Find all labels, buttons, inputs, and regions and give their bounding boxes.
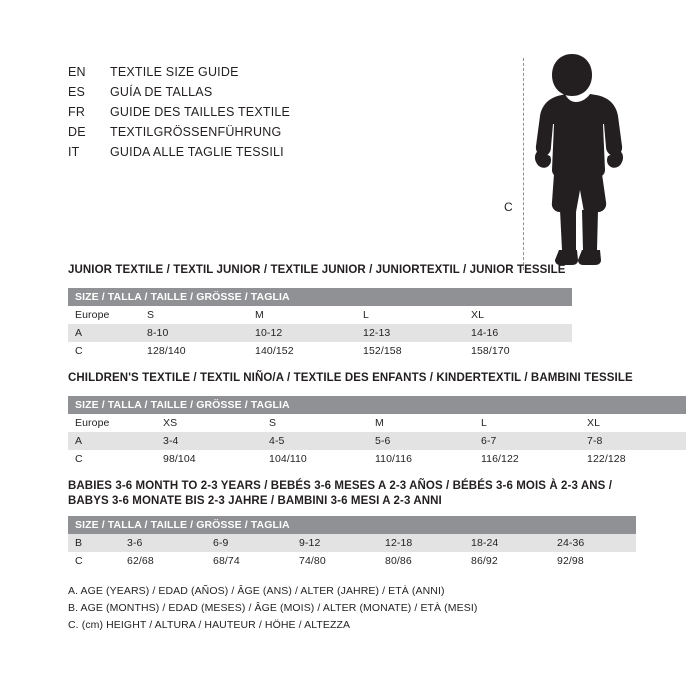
band-label: SIZE / TALLA / TAILLE / GRÖSSE / TAGLIA (68, 396, 686, 414)
language-row (68, 142, 448, 162)
row-label: A (68, 432, 156, 450)
height-indicator-label: C (504, 200, 513, 214)
cell: XL (464, 306, 572, 324)
language-text-es: GUÍA DE TALLAS (110, 85, 213, 99)
junior-size-table (68, 288, 572, 360)
language-code-it: IT (68, 145, 80, 159)
language-row (68, 62, 448, 82)
row-label: A (68, 324, 140, 342)
row-label: C (68, 552, 120, 570)
cell: S (262, 414, 368, 432)
band-label: SIZE / TALLA / TAILLE / GRÖSSE / TAGLIA (68, 516, 636, 534)
language-text-de: TEXTILGRÖSSENFÜHRUNG (110, 125, 282, 139)
cell: 80/86 (378, 552, 464, 570)
section-title-children: CHILDREN'S TEXTILE / TEXTIL NIÑO/A / TEXTILE DES ENFANTS / KINDERTEXTIL / BAMBINI TESSILE (68, 372, 633, 384)
row-label: C (68, 342, 140, 360)
band-label: SIZE / TALLA / TAILLE / GRÖSSE / TAGLIA (68, 288, 572, 306)
cell: XL (580, 414, 686, 432)
legend-line-b: B. AGE (MONTHS) / EDAD (MESES) / ÂGE (MOIS) / ALTER (MONATE) / ETÀ (MESI) (68, 602, 478, 614)
language-code-es: ES (68, 85, 86, 99)
legend (68, 583, 588, 634)
cell: 6-7 (474, 432, 580, 450)
cell: XS (156, 414, 262, 432)
language-code-de: DE (68, 125, 86, 139)
cell: M (248, 306, 356, 324)
cell: 122/128 (580, 450, 686, 468)
legend-line-c: C. (cm) HEIGHT / ALTURA / HAUTEUR / HÖHE / ALTEZZA (68, 619, 351, 631)
cell: 3-6 (120, 534, 206, 552)
cell: 68/74 (206, 552, 292, 570)
figure-area (490, 40, 670, 270)
cell: 92/98 (550, 552, 636, 570)
table-row (68, 552, 636, 570)
language-text-fr: GUIDE DES TAILLES TEXTILE (110, 105, 291, 119)
cell: 14-16 (464, 324, 572, 342)
row-label: Europe (68, 414, 156, 432)
cell: 128/140 (140, 342, 248, 360)
section-title-babies (68, 479, 612, 509)
cell: 7-8 (580, 432, 686, 450)
table-row (68, 534, 636, 552)
table-row (68, 450, 686, 468)
child-silhouette-icon (532, 50, 642, 270)
language-code-en: EN (68, 65, 86, 79)
language-text-it: GUIDA ALLE TAGLIE TESSILI (110, 145, 284, 159)
cell: 74/80 (292, 552, 378, 570)
cell: 9-12 (292, 534, 378, 552)
table-row (68, 432, 686, 450)
cell: 12-13 (356, 324, 464, 342)
height-dashed-line (523, 58, 524, 270)
cell: 116/122 (474, 450, 580, 468)
cell: 8-10 (140, 324, 248, 342)
cell: 140/152 (248, 342, 356, 360)
cell: 12-18 (378, 534, 464, 552)
cell: 6-9 (206, 534, 292, 552)
language-row (68, 122, 448, 142)
section-title-babies-line2: BABYS 3-6 MONATE BIS 2-3 JAHRE / BAMBINI 3-6 MESI A 2-3 ANNI (68, 495, 442, 507)
cell: 104/110 (262, 450, 368, 468)
cell: 62/68 (120, 552, 206, 570)
cell: 86/92 (464, 552, 550, 570)
row-label: B (68, 534, 120, 552)
legend-line-a: A. AGE (YEARS) / EDAD (AÑOS) / ÂGE (ANS) / ALTER (JAHRE) / ETÀ (ANNI) (68, 585, 445, 597)
language-text-en: TEXTILE SIZE GUIDE (110, 65, 239, 79)
cell: 24-36 (550, 534, 636, 552)
cell: 3-4 (156, 432, 262, 450)
table-row (68, 324, 572, 342)
language-code-fr: FR (68, 105, 86, 119)
table-row (68, 306, 572, 324)
cell: 98/104 (156, 450, 262, 468)
babies-size-table (68, 516, 636, 570)
cell: 4-5 (262, 432, 368, 450)
row-label: Europe (68, 306, 140, 324)
table-band-row (68, 396, 686, 414)
cell: 18-24 (464, 534, 550, 552)
row-label: C (68, 450, 156, 468)
language-header (68, 62, 448, 162)
table-row (68, 414, 686, 432)
language-row (68, 102, 448, 122)
cell: 110/116 (368, 450, 474, 468)
language-row (68, 82, 448, 102)
cell: 5-6 (368, 432, 474, 450)
table-row (68, 342, 572, 360)
cell: 10-12 (248, 324, 356, 342)
table-band-row (68, 516, 636, 534)
table-band-row (68, 288, 572, 306)
cell: 158/170 (464, 342, 572, 360)
cell: L (474, 414, 580, 432)
section-title-babies-line1: BABIES 3-6 MONTH TO 2-3 YEARS / BEBÉS 3-6 MESES A 2-3 AÑOS / BÉBÉS 3-6 MOIS À 2-3 ANS / (68, 480, 612, 492)
section-title-junior: JUNIOR TEXTILE / TEXTIL JUNIOR / TEXTILE JUNIOR / JUNIORTEXTIL / JUNIOR TESSILE (68, 264, 566, 276)
children-size-table (68, 396, 686, 468)
cell: 152/158 (356, 342, 464, 360)
cell: L (356, 306, 464, 324)
cell: S (140, 306, 248, 324)
cell: M (368, 414, 474, 432)
